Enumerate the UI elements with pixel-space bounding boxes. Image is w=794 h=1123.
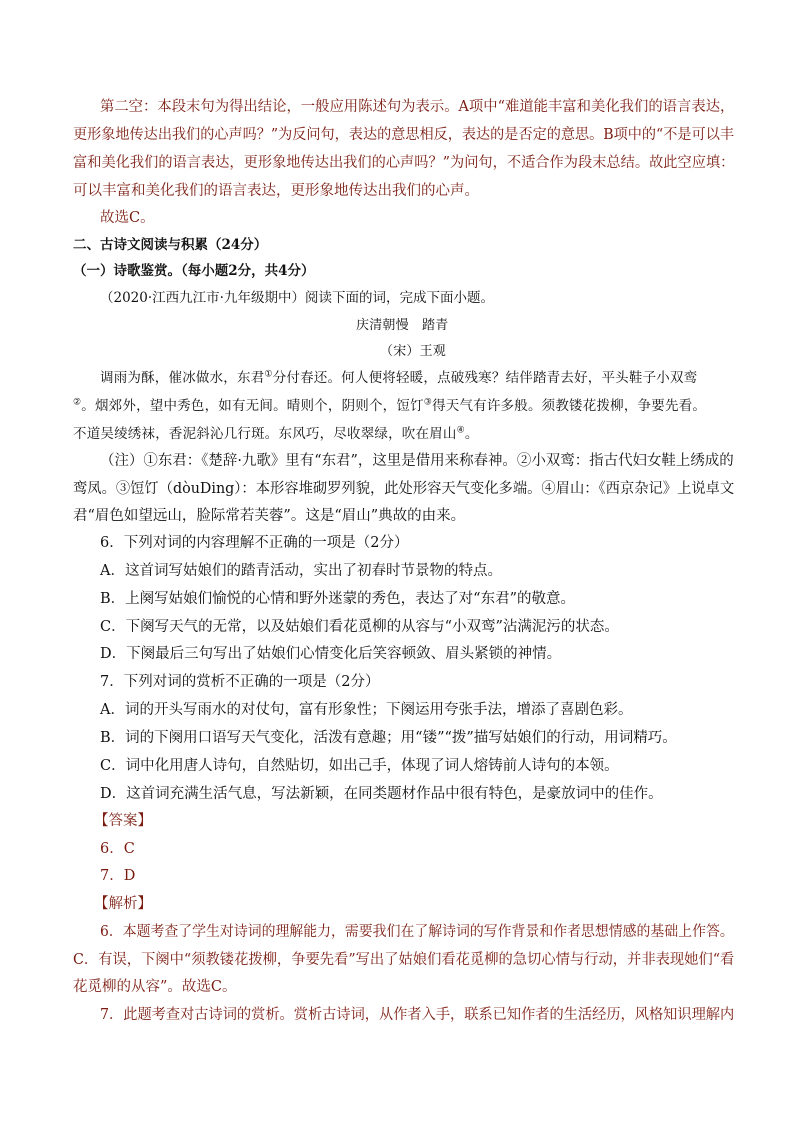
- question-stem: 7．下列对词的赏析不正确的一项是（2分）: [100, 674, 380, 690]
- poem-text: 不道吴绫绣袜，香泥斜沁几行斑。东风巧，尽收翠绿，吹在眉山: [73, 426, 457, 442]
- footnote-mark: ①: [264, 369, 273, 380]
- option-b: B．词的下阕用口语写天气变化，活泼有意趣；用“镂”“拨”描写姑娘们的行动，用词精巧。: [100, 730, 677, 746]
- option-a: A．词的开头写雨水的对仗句，富有形象性；下阕运用夸张手法，增添了喜剧色彩。: [100, 702, 633, 718]
- poem-text: 。: [464, 426, 479, 442]
- analysis-label: 【解析】: [94, 896, 152, 912]
- footnote-mark: ②: [73, 397, 82, 408]
- text-line: 6．本题考查了学生对诗词的理解能力，需要我们在了解诗词的写作背景和作者思想情感的基础上作答。: [100, 924, 734, 940]
- text-line: 富和美化我们的语言表达，更形象地传达出我们的心声吗？”为问句，不适合作为段末总结。故此空应填：: [73, 155, 735, 171]
- answer-6: 6．C: [100, 841, 135, 857]
- poem-author: （宋）王观: [380, 344, 447, 359]
- poem-text: 调雨为酥，催冰做水，东君: [100, 370, 265, 386]
- section-heading: 二、古诗文阅读与积累（24分）: [73, 237, 268, 253]
- text-line: 7．此题考查对古诗词的赏析。赏析古诗词，从作者入手，联系已知作者的生活经历，风格知识理解内: [100, 1007, 735, 1023]
- subsection-heading: （一）诗歌鉴赏。（每小题2分，共4分）: [73, 263, 315, 279]
- text-line: 鸾凤。③饾饤（dòuDing）：本形容堆砌罗列貌，此处形容天气变化多端。④眉山：《西京杂记》上说卓文: [73, 481, 735, 497]
- footnote-mark: ④: [456, 425, 465, 436]
- answer-7: 7．D: [100, 868, 136, 884]
- poem-text: 得天气有许多般。须教镂花拨柳，争要先看。: [432, 398, 707, 414]
- answer-label: 【答案】: [94, 813, 152, 829]
- poem-text: 。烟郊外，望中秀色，如有无间。晴则个，阴则个，饾饤: [81, 398, 424, 414]
- text-line: 故选C。: [100, 210, 155, 226]
- poem-line: [73, 396, 706, 416]
- text-line: 第二空：本段末句为得出结论，一般应用陈述句为表示。A项中“难道能丰富和美化我们的语言表达，: [100, 99, 735, 115]
- text-line: 君“眉色如望远山，脸际常若芙蓉”。这是“眉山”典故的由来。: [73, 508, 466, 524]
- option-c: C．下阕写天气的无常，以及姑娘们看花觅柳的从容与“小双鸾”沾满泥污的状态。: [100, 619, 619, 635]
- option-c: C．词中化用唐人诗句，自然贴切，如出己手，体现了词人熔铸前人诗句的本领。: [100, 758, 619, 774]
- poem-text: 分付春还。何人便将轻暖，点破残寒？结伴踏青去好，平头鞋子小双鸾: [272, 370, 698, 386]
- question-source: （2020·江西九江市·九年级期中）阅读下面的词，完成下面小题。: [100, 290, 494, 306]
- poem-line: [73, 424, 479, 444]
- text-line: C．有误，下阕中“须教镂花拨柳，争要先看”写出了姑娘们看花觅柳的急切心情与行动，并非表现她们“看: [73, 952, 735, 968]
- option-a: A．这首词写姑娘们的踏青活动，实出了初春时节景物的特点。: [100, 563, 502, 579]
- text-line: 花觅柳的从容”。故选C。: [73, 979, 237, 995]
- option-d: D．下阕最后三句写出了姑娘们心情变化后笑容顿敛、眉头紧锁的神情。: [100, 646, 562, 662]
- option-b: B．上阕写姑娘们愉悦的心情和野外迷蒙的秀色，表达了对“东君”的敬意。: [100, 591, 575, 607]
- text-line: 更形象地传达出我们的心声吗？”为反问句，表达的意思相反，表达的是否定的意思。B项中的“不是可以丰: [73, 127, 734, 143]
- question-stem: 6．下列对词的内容理解不正确的一项是（2分）: [100, 535, 409, 551]
- poem-line: [100, 368, 697, 388]
- text-line: （注）①东君：《楚辞·九歌》里有“东君”，这里是借用来称春神。②小双鸾：指古代妇女鞋上绣成的: [100, 453, 734, 469]
- option-d: D．这首词充满生活气息，写法新颖，在同类题材作品中很有特色，是豪放词中的佳作。: [100, 786, 663, 802]
- footnote-mark: ③: [423, 397, 433, 408]
- text-line: 可以丰富和美化我们的语言表达，更形象地传达出我们的心声。: [73, 183, 479, 199]
- poem-title: 庆清朝慢 踏青: [356, 318, 449, 333]
